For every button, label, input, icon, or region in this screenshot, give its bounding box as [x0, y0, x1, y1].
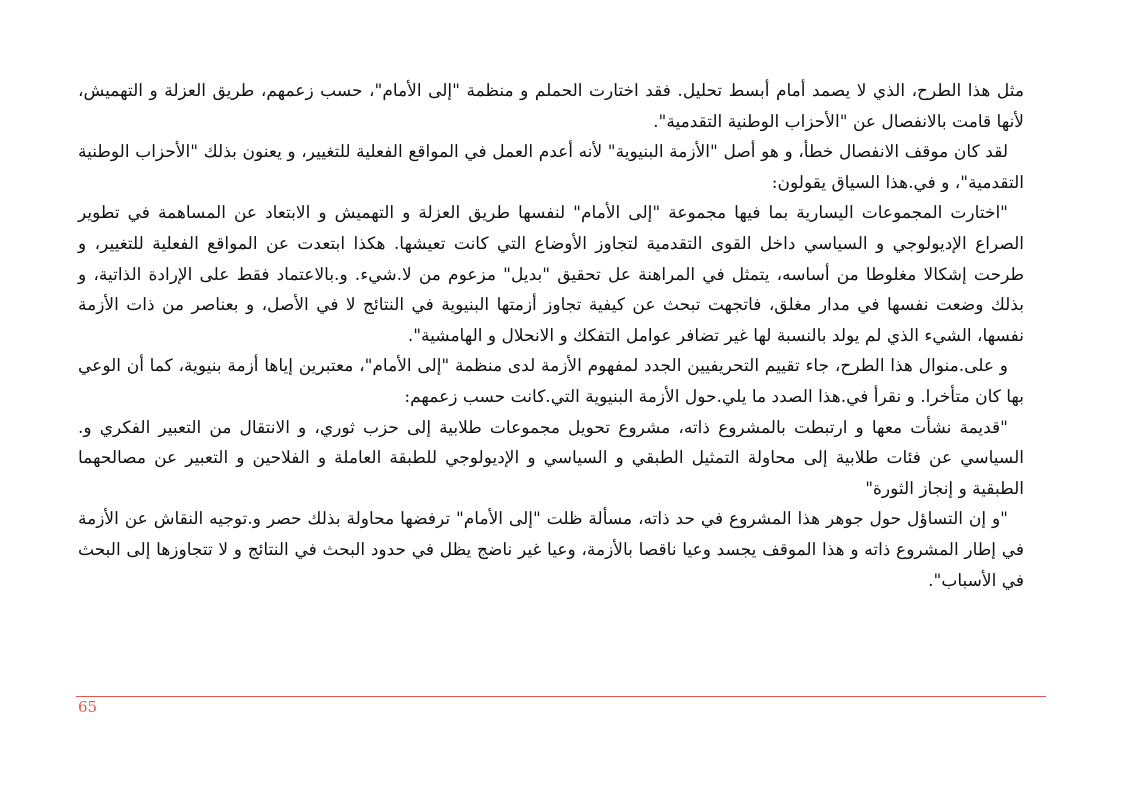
paragraph-3-quote: "اختارت المجموعات اليسارية بما فيها مجموعة "إلى الأمام" لنفسها طريق العزلة و التهميش و الابتعاد عن المساهمة في تطوير الصراع الإديولوجي و السياسي داخل القوى التقدمية لتجاوز الأوضاع التي كانت تعيشها. هكذا ابتعدت عن المواقع الفعلية للتغيير، و طرحت إشكالا مغلوطا من أساسه، يتمثل في المراهنة عل تحقيق "بديل" مزعوم من لا.شيء. و.بالاعتماد فقط على الإرادة الذاتية، و بذلك وضعت نفسها في مدار مغلق، فاتجهت تبحث عن كيفية تجاوز أزمتها البنيوية في النتائج لا في الأصل، و بعناصر من ذات الأزمة نفسها، الشيء الذي لم يولد بالنسبة لها غير تضافر عوامل التفكك و الانحلال و الهامشية". [78, 203, 1024, 346]
footer-rule [76, 696, 1046, 697]
page-number: 65 [78, 698, 98, 716]
paragraph-5-quote: "قديمة نشأت معها و ارتبطت بالمشروع ذاته، مشروع تحويل مجموعات طلابية إلى حزب ثوري، و الانتقال من التعبير الفكري و. السياسي عن فئات طلابية إلى محاولة التمثيل الطبقي و السياسي و الإديولوجي للطبقة العاملة و الفلاحين و التعبير عن مصالحهما الطبقية و إنجاز الثورة" [78, 417, 1024, 499]
paragraph-4: و على.منوال هذا الطرح، جاء تقييم التحريفيين الجدد لمفهوم الأزمة لدى منظمة "إلى الأمام"، معتبرين إياها أزمة بنيوية، كما أن الوعي بها كان متأخرا. و نقرأ في.هذا الصدد ما يلي.حول الأزمة البنيوية التي.كانت حسب زعمهم: [78, 356, 1024, 407]
paragraph-6-quote: "و إن التساؤل حول جوهر هذا المشروع في حد ذاته، مسألة ظلت "إلى الأمام" ترفضها محاولة بذلك حصر و.توجيه النقاش عن الأزمة في إطار المشروع ذاته و هذا الموقف يجسد وعيا ناقصا بالأزمة، وعيا غير ناضج يظل في حدود البحث في النتائج و لا تتجاوزها إلى البحث في الأسباب". [78, 509, 1024, 591]
document-body [78, 76, 1024, 596]
paragraph-2: لقد كان موقف الانفصال خطأ، و هو أصل "الأزمة البنيوية" لأنه أعدم العمل في المواقع الفعلية للتغيير، و يعنون بذلك "الأحزاب الوطنية التقدمية"، و في.هذا السياق يقولون: [78, 142, 1024, 193]
paragraph-1: مثل هذا الطرح، الذي لا يصمد أمام أبسط تحليل. فقد اختارت الحملم و منظمة "إلى الأمام"، حسب زعمهم، طريق العزلة و التهميش، لأنها قامت بالانفصال عن "الأحزاب الوطنية التقدمية". [78, 81, 1024, 132]
